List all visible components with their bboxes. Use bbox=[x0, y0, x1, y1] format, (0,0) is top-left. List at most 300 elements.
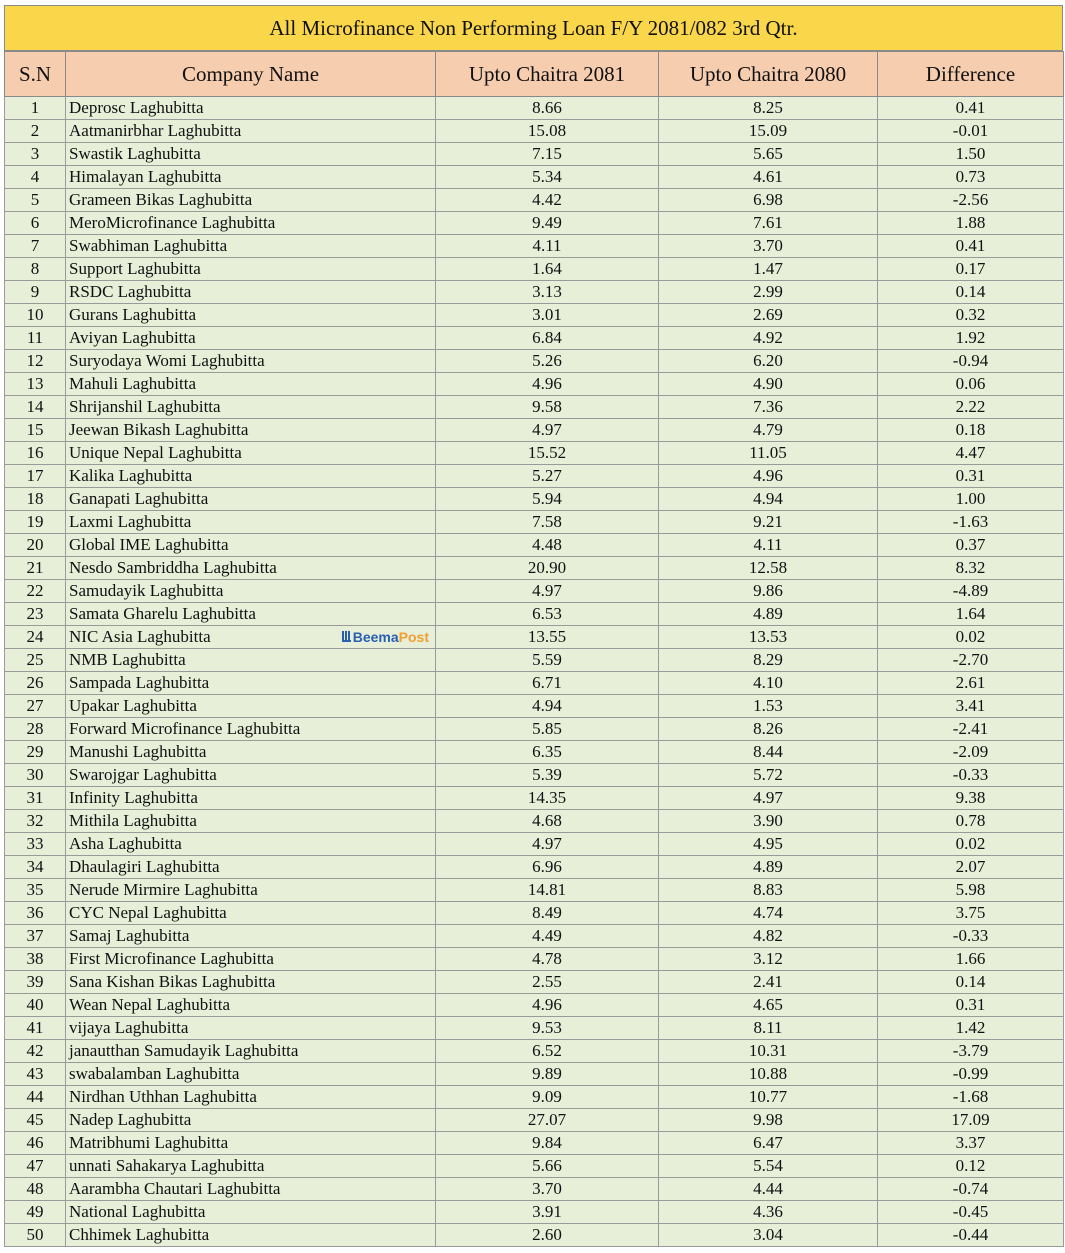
cell-upto-chaitra-2081: 5.26 bbox=[436, 350, 659, 373]
cell-sn: 38 bbox=[5, 948, 66, 971]
cell-upto-chaitra-2081: 3.01 bbox=[436, 304, 659, 327]
cell-difference: 0.18 bbox=[878, 419, 1064, 442]
cell-upto-chaitra-2081: 14.35 bbox=[436, 787, 659, 810]
cell-difference: -2.41 bbox=[878, 718, 1064, 741]
cell-upto-chaitra-2081: 9.53 bbox=[436, 1017, 659, 1040]
cell-difference: -0.94 bbox=[878, 350, 1064, 373]
table-row bbox=[5, 442, 1064, 465]
cell-upto-chaitra-2080: 4.11 bbox=[659, 534, 878, 557]
header-row bbox=[5, 52, 1064, 97]
cell-difference: 1.66 bbox=[878, 948, 1064, 971]
table-row bbox=[5, 534, 1064, 557]
cell-company-name: Unique Nepal Laghubitta bbox=[66, 442, 436, 465]
cell-company-name: vijaya Laghubitta bbox=[66, 1017, 436, 1040]
cell-sn: 34 bbox=[5, 856, 66, 879]
cell-difference: -2.09 bbox=[878, 741, 1064, 764]
cell-sn: 2 bbox=[5, 120, 66, 143]
cell-upto-chaitra-2081: 20.90 bbox=[436, 557, 659, 580]
cell-upto-chaitra-2081: 4.97 bbox=[436, 580, 659, 603]
table-row bbox=[5, 511, 1064, 534]
table-row bbox=[5, 258, 1064, 281]
cell-company-name: NMB Laghubitta bbox=[66, 649, 436, 672]
cell-upto-chaitra-2080: 4.89 bbox=[659, 856, 878, 879]
cell-upto-chaitra-2080: 4.82 bbox=[659, 925, 878, 948]
cell-sn: 20 bbox=[5, 534, 66, 557]
cell-upto-chaitra-2080: 6.20 bbox=[659, 350, 878, 373]
cell-sn: 25 bbox=[5, 649, 66, 672]
cell-upto-chaitra-2081: 6.53 bbox=[436, 603, 659, 626]
cell-upto-chaitra-2080: 2.41 bbox=[659, 971, 878, 994]
cell-company-name: Mithila Laghubitta bbox=[66, 810, 436, 833]
table-row bbox=[5, 166, 1064, 189]
cell-difference: 1.00 bbox=[878, 488, 1064, 511]
table-row bbox=[5, 189, 1064, 212]
table-row bbox=[5, 1086, 1064, 1109]
cell-upto-chaitra-2081: 4.97 bbox=[436, 833, 659, 856]
cell-company-name: Samaj Laghubitta bbox=[66, 925, 436, 948]
cell-company-name: Samata Gharelu Laghubitta bbox=[66, 603, 436, 626]
cell-upto-chaitra-2080: 9.98 bbox=[659, 1109, 878, 1132]
table-row bbox=[5, 1224, 1064, 1247]
sheet-title: All Microfinance Non Performing Loan F/Y 2081/082 3rd Qtr. bbox=[4, 5, 1063, 51]
cell-company-name: Himalayan Laghubitta bbox=[66, 166, 436, 189]
cell-upto-chaitra-2081: 9.49 bbox=[436, 212, 659, 235]
cell-upto-chaitra-2081: 4.68 bbox=[436, 810, 659, 833]
column-header-upto-chaitra-2081: Upto Chaitra 2081 bbox=[436, 52, 659, 97]
watermark-text-beema: Beema bbox=[352, 629, 399, 645]
cell-upto-chaitra-2080: 4.61 bbox=[659, 166, 878, 189]
cell-sn: 21 bbox=[5, 557, 66, 580]
cell-difference: -2.56 bbox=[878, 189, 1064, 212]
cell-upto-chaitra-2080: 5.65 bbox=[659, 143, 878, 166]
cell-upto-chaitra-2080: 10.77 bbox=[659, 1086, 878, 1109]
cell-upto-chaitra-2081: 5.27 bbox=[436, 465, 659, 488]
cell-difference: 0.17 bbox=[878, 258, 1064, 281]
cell-sn: 15 bbox=[5, 419, 66, 442]
cell-sn: 7 bbox=[5, 235, 66, 258]
cell-difference: 1.64 bbox=[878, 603, 1064, 626]
cell-difference: 1.88 bbox=[878, 212, 1064, 235]
cell-sn: 5 bbox=[5, 189, 66, 212]
table-row bbox=[5, 948, 1064, 971]
cell-upto-chaitra-2081: 4.42 bbox=[436, 189, 659, 212]
cell-difference: -0.33 bbox=[878, 925, 1064, 948]
cell-upto-chaitra-2081: 14.81 bbox=[436, 879, 659, 902]
cell-difference: -1.63 bbox=[878, 511, 1064, 534]
cell-company-name: Sana Kishan Bikas Laghubitta bbox=[66, 971, 436, 994]
cell-sn: 29 bbox=[5, 741, 66, 764]
cell-company-name: Shrijanshil Laghubitta bbox=[66, 396, 436, 419]
cell-company-name: Suryodaya Womi Laghubitta bbox=[66, 350, 436, 373]
cell-upto-chaitra-2081: 5.39 bbox=[436, 764, 659, 787]
cell-sn: 40 bbox=[5, 994, 66, 1017]
table-row bbox=[5, 603, 1064, 626]
table-row bbox=[5, 1132, 1064, 1155]
cell-company-name: MeroMicrofinance Laghubitta bbox=[66, 212, 436, 235]
cell-difference: 0.37 bbox=[878, 534, 1064, 557]
cell-company-name: Mahuli Laghubitta bbox=[66, 373, 436, 396]
table-row bbox=[5, 695, 1064, 718]
cell-upto-chaitra-2080: 4.89 bbox=[659, 603, 878, 626]
cell-sn: 11 bbox=[5, 327, 66, 350]
table-row bbox=[5, 994, 1064, 1017]
cell-difference: -0.99 bbox=[878, 1063, 1064, 1086]
cell-company-name: Nesdo Sambriddha Laghubitta bbox=[66, 557, 436, 580]
table-row bbox=[5, 327, 1064, 350]
table-row bbox=[5, 833, 1064, 856]
cell-company-name: Chhimek Laghubitta bbox=[66, 1224, 436, 1247]
cell-upto-chaitra-2080: 10.88 bbox=[659, 1063, 878, 1086]
table-row bbox=[5, 925, 1064, 948]
table-row bbox=[5, 304, 1064, 327]
npl-sheet bbox=[4, 5, 1063, 1247]
cell-upto-chaitra-2081: 3.13 bbox=[436, 281, 659, 304]
cell-upto-chaitra-2081: 9.89 bbox=[436, 1063, 659, 1086]
cell-upto-chaitra-2080: 7.36 bbox=[659, 396, 878, 419]
cell-sn: 33 bbox=[5, 833, 66, 856]
table-row bbox=[5, 856, 1064, 879]
cell-sn: 19 bbox=[5, 511, 66, 534]
cell-difference: 0.12 bbox=[878, 1155, 1064, 1178]
cell-upto-chaitra-2081: 15.52 bbox=[436, 442, 659, 465]
cell-upto-chaitra-2080: 5.54 bbox=[659, 1155, 878, 1178]
cell-upto-chaitra-2080: 4.74 bbox=[659, 902, 878, 925]
cell-sn: 30 bbox=[5, 764, 66, 787]
table-row bbox=[5, 787, 1064, 810]
cell-upto-chaitra-2080: 6.47 bbox=[659, 1132, 878, 1155]
company-name-text: NIC Asia Laghubitta bbox=[69, 627, 211, 646]
cell-upto-chaitra-2080: 7.61 bbox=[659, 212, 878, 235]
cell-company-name: Matribhumi Laghubitta bbox=[66, 1132, 436, 1155]
cell-upto-chaitra-2081: 5.94 bbox=[436, 488, 659, 511]
cell-difference: 2.22 bbox=[878, 396, 1064, 419]
cell-company-name: Nirdhan Uthhan Laghubitta bbox=[66, 1086, 436, 1109]
cell-upto-chaitra-2081: 4.11 bbox=[436, 235, 659, 258]
cell-sn: 37 bbox=[5, 925, 66, 948]
cell-upto-chaitra-2081: 9.58 bbox=[436, 396, 659, 419]
cell-upto-chaitra-2080: 11.05 bbox=[659, 442, 878, 465]
beemapost-watermark-logo bbox=[342, 626, 429, 648]
cell-difference: 0.41 bbox=[878, 235, 1064, 258]
cell-company-name: Infinity Laghubitta bbox=[66, 787, 436, 810]
cell-difference: 0.02 bbox=[878, 626, 1064, 649]
cell-company-name: Laxmi Laghubitta bbox=[66, 511, 436, 534]
cell-upto-chaitra-2080: 3.90 bbox=[659, 810, 878, 833]
cell-upto-chaitra-2080: 3.12 bbox=[659, 948, 878, 971]
cell-difference: 0.32 bbox=[878, 304, 1064, 327]
cell-upto-chaitra-2081: 2.60 bbox=[436, 1224, 659, 1247]
table-row bbox=[5, 235, 1064, 258]
cell-difference: 1.92 bbox=[878, 327, 1064, 350]
cell-company-name: Asha Laghubitta bbox=[66, 833, 436, 856]
table-row bbox=[5, 672, 1064, 695]
table-row bbox=[5, 741, 1064, 764]
cell-sn: 6 bbox=[5, 212, 66, 235]
cell-upto-chaitra-2080: 4.92 bbox=[659, 327, 878, 350]
cell-upto-chaitra-2080: 13.53 bbox=[659, 626, 878, 649]
cell-difference: 0.41 bbox=[878, 97, 1064, 120]
cell-upto-chaitra-2081: 15.08 bbox=[436, 120, 659, 143]
cell-upto-chaitra-2081: 1.64 bbox=[436, 258, 659, 281]
cell-upto-chaitra-2080: 2.69 bbox=[659, 304, 878, 327]
cell-company-name: Sampada Laghubitta bbox=[66, 672, 436, 695]
cell-company-name: Aviyan Laghubitta bbox=[66, 327, 436, 350]
cell-upto-chaitra-2081: 5.66 bbox=[436, 1155, 659, 1178]
cell-upto-chaitra-2081: 8.49 bbox=[436, 902, 659, 925]
table-body bbox=[5, 97, 1064, 1247]
table-row bbox=[5, 1109, 1064, 1132]
cell-difference: 8.32 bbox=[878, 557, 1064, 580]
cell-difference: -4.89 bbox=[878, 580, 1064, 603]
cell-upto-chaitra-2080: 2.99 bbox=[659, 281, 878, 304]
cell-company-name: Aatmanirbhar Laghubitta bbox=[66, 120, 436, 143]
cell-sn: 48 bbox=[5, 1178, 66, 1201]
table-row bbox=[5, 373, 1064, 396]
cell-upto-chaitra-2081: 5.34 bbox=[436, 166, 659, 189]
cell-company-name: Samudayik Laghubitta bbox=[66, 580, 436, 603]
cell-company-name: swabalamban Laghubitta bbox=[66, 1063, 436, 1086]
table-row bbox=[5, 212, 1064, 235]
cell-upto-chaitra-2081: 4.97 bbox=[436, 419, 659, 442]
cell-upto-chaitra-2081: 3.70 bbox=[436, 1178, 659, 1201]
table-row bbox=[5, 902, 1064, 925]
cell-sn: 16 bbox=[5, 442, 66, 465]
cell-difference: -0.33 bbox=[878, 764, 1064, 787]
cell-upto-chaitra-2080: 9.86 bbox=[659, 580, 878, 603]
cell-difference: 1.42 bbox=[878, 1017, 1064, 1040]
table-row bbox=[5, 580, 1064, 603]
cell-upto-chaitra-2081: 4.48 bbox=[436, 534, 659, 557]
table-row bbox=[5, 396, 1064, 419]
cell-upto-chaitra-2081: 6.52 bbox=[436, 1040, 659, 1063]
cell-difference: 0.02 bbox=[878, 833, 1064, 856]
cell-upto-chaitra-2080: 4.97 bbox=[659, 787, 878, 810]
cell-sn: 50 bbox=[5, 1224, 66, 1247]
cell-sn: 4 bbox=[5, 166, 66, 189]
building-icon bbox=[342, 631, 351, 642]
table-row bbox=[5, 281, 1064, 304]
cell-upto-chaitra-2080: 10.31 bbox=[659, 1040, 878, 1063]
cell-difference: 0.31 bbox=[878, 465, 1064, 488]
cell-upto-chaitra-2081: 4.94 bbox=[436, 695, 659, 718]
cell-sn: 1 bbox=[5, 97, 66, 120]
cell-upto-chaitra-2081: 9.09 bbox=[436, 1086, 659, 1109]
cell-upto-chaitra-2081: 5.85 bbox=[436, 718, 659, 741]
cell-sn: 31 bbox=[5, 787, 66, 810]
cell-company-name: Forward Microfinance Laghubitta bbox=[66, 718, 436, 741]
cell-company-name: unnati Sahakarya Laghubitta bbox=[66, 1155, 436, 1178]
cell-upto-chaitra-2080: 4.79 bbox=[659, 419, 878, 442]
cell-difference: 2.61 bbox=[878, 672, 1064, 695]
cell-difference: 4.47 bbox=[878, 442, 1064, 465]
cell-upto-chaitra-2080: 4.96 bbox=[659, 465, 878, 488]
cell-sn: 43 bbox=[5, 1063, 66, 1086]
table-row bbox=[5, 1040, 1064, 1063]
cell-upto-chaitra-2080: 4.44 bbox=[659, 1178, 878, 1201]
cell-upto-chaitra-2080: 4.94 bbox=[659, 488, 878, 511]
column-header-upto-chaitra-2080: Upto Chaitra 2080 bbox=[659, 52, 878, 97]
cell-upto-chaitra-2081: 4.96 bbox=[436, 994, 659, 1017]
cell-company-name: Dhaulagiri Laghubitta bbox=[66, 856, 436, 879]
cell-company-name: Nerude Mirmire Laghubitta bbox=[66, 879, 436, 902]
table-row bbox=[5, 350, 1064, 373]
table-row bbox=[5, 465, 1064, 488]
table-row bbox=[5, 626, 1064, 649]
cell-company-name: Swastik Laghubitta bbox=[66, 143, 436, 166]
cell-sn: 36 bbox=[5, 902, 66, 925]
cell-difference: -0.01 bbox=[878, 120, 1064, 143]
cell-sn: 35 bbox=[5, 879, 66, 902]
cell-sn: 27 bbox=[5, 695, 66, 718]
cell-upto-chaitra-2080: 8.83 bbox=[659, 879, 878, 902]
cell-difference: -0.74 bbox=[878, 1178, 1064, 1201]
table-row bbox=[5, 1178, 1064, 1201]
cell-company-name: Deprosc Laghubitta bbox=[66, 97, 436, 120]
cell-difference: 0.14 bbox=[878, 281, 1064, 304]
table-row bbox=[5, 488, 1064, 511]
cell-sn: 14 bbox=[5, 396, 66, 419]
cell-difference: -2.70 bbox=[878, 649, 1064, 672]
cell-company-name: Swabhiman Laghubitta bbox=[66, 235, 436, 258]
cell-upto-chaitra-2080: 1.53 bbox=[659, 695, 878, 718]
cell-difference: 0.31 bbox=[878, 994, 1064, 1017]
cell-sn: 8 bbox=[5, 258, 66, 281]
cell-upto-chaitra-2081: 2.55 bbox=[436, 971, 659, 994]
column-header-company-name: Company Name bbox=[66, 52, 436, 97]
cell-upto-chaitra-2080: 8.11 bbox=[659, 1017, 878, 1040]
cell-difference: 0.14 bbox=[878, 971, 1064, 994]
cell-company-name: RSDC Laghubitta bbox=[66, 281, 436, 304]
cell-upto-chaitra-2080: 8.26 bbox=[659, 718, 878, 741]
cell-upto-chaitra-2080: 8.44 bbox=[659, 741, 878, 764]
cell-upto-chaitra-2080: 4.95 bbox=[659, 833, 878, 856]
cell-company-name: Grameen Bikas Laghubitta bbox=[66, 189, 436, 212]
cell-upto-chaitra-2081: 9.84 bbox=[436, 1132, 659, 1155]
cell-sn: 23 bbox=[5, 603, 66, 626]
npl-table bbox=[4, 51, 1064, 1247]
cell-difference: 5.98 bbox=[878, 879, 1064, 902]
cell-upto-chaitra-2081: 13.55 bbox=[436, 626, 659, 649]
table-row bbox=[5, 1063, 1064, 1086]
cell-sn: 32 bbox=[5, 810, 66, 833]
cell-sn: 47 bbox=[5, 1155, 66, 1178]
cell-upto-chaitra-2081: 27.07 bbox=[436, 1109, 659, 1132]
cell-upto-chaitra-2081: 8.66 bbox=[436, 97, 659, 120]
table-row bbox=[5, 810, 1064, 833]
cell-difference: -3.79 bbox=[878, 1040, 1064, 1063]
cell-upto-chaitra-2080: 4.65 bbox=[659, 994, 878, 1017]
table-row bbox=[5, 764, 1064, 787]
cell-company-name: Swarojgar Laghubitta bbox=[66, 764, 436, 787]
cell-difference: -1.68 bbox=[878, 1086, 1064, 1109]
cell-company-name: Kalika Laghubitta bbox=[66, 465, 436, 488]
table-row bbox=[5, 143, 1064, 166]
cell-company-name: First Microfinance Laghubitta bbox=[66, 948, 436, 971]
cell-sn: 44 bbox=[5, 1086, 66, 1109]
cell-upto-chaitra-2081: 7.58 bbox=[436, 511, 659, 534]
cell-company-name: Jeewan Bikash Laghubitta bbox=[66, 419, 436, 442]
cell-sn: 49 bbox=[5, 1201, 66, 1224]
cell-upto-chaitra-2081: 6.96 bbox=[436, 856, 659, 879]
cell-sn: 3 bbox=[5, 143, 66, 166]
cell-upto-chaitra-2080: 6.98 bbox=[659, 189, 878, 212]
cell-company-name: Aarambha Chautari Laghubitta bbox=[66, 1178, 436, 1201]
watermark-text-post: Post bbox=[398, 629, 429, 645]
cell-company-name: Global IME Laghubitta bbox=[66, 534, 436, 557]
cell-company-name: Upakar Laghubitta bbox=[66, 695, 436, 718]
cell-difference: 3.41 bbox=[878, 695, 1064, 718]
cell-upto-chaitra-2080: 4.90 bbox=[659, 373, 878, 396]
table-row bbox=[5, 649, 1064, 672]
table-row bbox=[5, 1017, 1064, 1040]
cell-upto-chaitra-2080: 3.04 bbox=[659, 1224, 878, 1247]
cell-company-name: National Laghubitta bbox=[66, 1201, 436, 1224]
table-row bbox=[5, 1155, 1064, 1178]
cell-difference: 1.50 bbox=[878, 143, 1064, 166]
cell-sn: 46 bbox=[5, 1132, 66, 1155]
cell-upto-chaitra-2080: 4.10 bbox=[659, 672, 878, 695]
cell-upto-chaitra-2081: 3.91 bbox=[436, 1201, 659, 1224]
cell-upto-chaitra-2080: 3.70 bbox=[659, 235, 878, 258]
cell-upto-chaitra-2080: 4.36 bbox=[659, 1201, 878, 1224]
cell-sn: 28 bbox=[5, 718, 66, 741]
cell-difference: 0.73 bbox=[878, 166, 1064, 189]
cell-company-name: Wean Nepal Laghubitta bbox=[66, 994, 436, 1017]
cell-company-name: janautthan Samudayik Laghubitta bbox=[66, 1040, 436, 1063]
cell-sn: 12 bbox=[5, 350, 66, 373]
cell-sn: 17 bbox=[5, 465, 66, 488]
cell-sn: 41 bbox=[5, 1017, 66, 1040]
cell-difference: 9.38 bbox=[878, 787, 1064, 810]
cell-sn: 22 bbox=[5, 580, 66, 603]
cell-company-name: Manushi Laghubitta bbox=[66, 741, 436, 764]
cell-difference: 3.75 bbox=[878, 902, 1064, 925]
cell-upto-chaitra-2080: 8.25 bbox=[659, 97, 878, 120]
cell-upto-chaitra-2080: 1.47 bbox=[659, 258, 878, 281]
cell-difference: 0.06 bbox=[878, 373, 1064, 396]
cell-company-name: Support Laghubitta bbox=[66, 258, 436, 281]
cell-company-name: Gurans Laghubitta bbox=[66, 304, 436, 327]
cell-upto-chaitra-2081: 4.78 bbox=[436, 948, 659, 971]
cell-company-name bbox=[66, 626, 436, 649]
cell-upto-chaitra-2080: 8.29 bbox=[659, 649, 878, 672]
column-header-difference: Difference bbox=[878, 52, 1064, 97]
cell-sn: 42 bbox=[5, 1040, 66, 1063]
cell-difference: -0.45 bbox=[878, 1201, 1064, 1224]
cell-upto-chaitra-2081: 6.84 bbox=[436, 327, 659, 350]
cell-sn: 10 bbox=[5, 304, 66, 327]
cell-difference: -0.44 bbox=[878, 1224, 1064, 1247]
cell-upto-chaitra-2081: 6.35 bbox=[436, 741, 659, 764]
cell-upto-chaitra-2080: 9.21 bbox=[659, 511, 878, 534]
table-row bbox=[5, 971, 1064, 994]
cell-sn: 26 bbox=[5, 672, 66, 695]
cell-difference: 2.07 bbox=[878, 856, 1064, 879]
cell-sn: 13 bbox=[5, 373, 66, 396]
cell-upto-chaitra-2081: 6.71 bbox=[436, 672, 659, 695]
cell-company-name: CYC Nepal Laghubitta bbox=[66, 902, 436, 925]
table-row bbox=[5, 97, 1064, 120]
cell-upto-chaitra-2080: 15.09 bbox=[659, 120, 878, 143]
cell-sn: 45 bbox=[5, 1109, 66, 1132]
table-row bbox=[5, 879, 1064, 902]
cell-upto-chaitra-2081: 7.15 bbox=[436, 143, 659, 166]
cell-sn: 9 bbox=[5, 281, 66, 304]
table-row bbox=[5, 718, 1064, 741]
cell-upto-chaitra-2081: 4.49 bbox=[436, 925, 659, 948]
cell-sn: 39 bbox=[5, 971, 66, 994]
table-row bbox=[5, 557, 1064, 580]
